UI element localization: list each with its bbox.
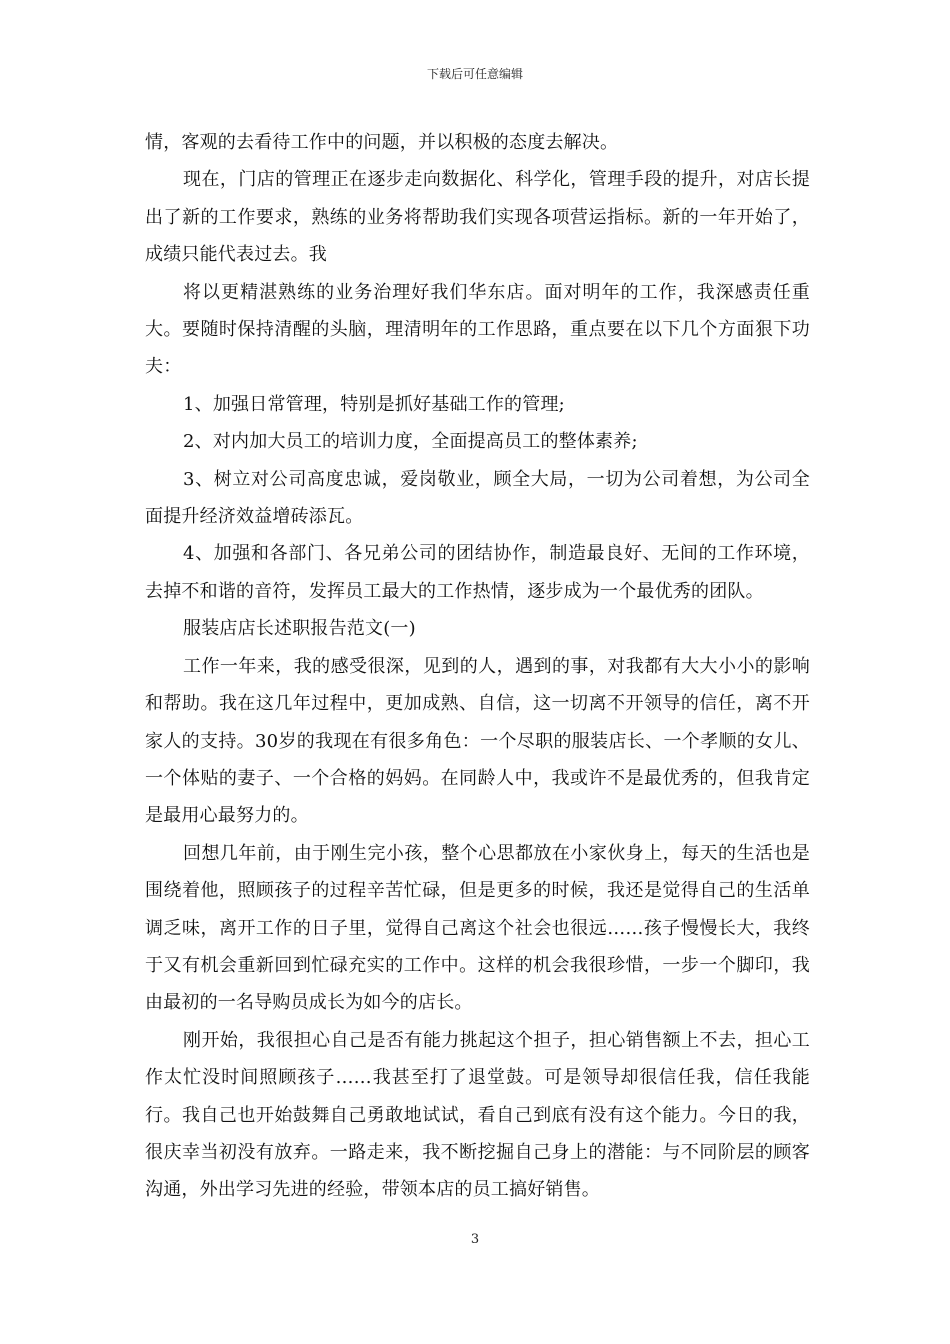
list-item: 2、对内加大员工的培训力度，全面提高员工的整体素养;	[183, 431, 638, 453]
paragraph-continuation: 情，客观的去看待工作中的问题，并以积极的态度去解决。	[145, 132, 619, 153]
document-body	[145, 124, 810, 1209]
paragraph: 刚开始，我很担心自己是否有能力挑起这个担子，担心销售额上不去，担心工作太忙没时间照顾孩子……我甚至打了退堂鼓。可是领导却很信任我，信任我能行。我自己也开始鼓舞自己勇敢地试试，看自己到底有没有这个能力。今日的我，很庆幸当初没有放弃。一路走来，我不断挖掘自己身上的潜能：与不同阶层的顾客沟通，外出学习先进的经验，带领本店的员工搞好销售。	[145, 1029, 810, 1201]
paragraph: 将以更精湛熟练的业务治理好我们华东店。面对明年的工作，我深感责任重大。要随时保持清醒的头脑，理清明年的工作思路，重点要在以下几个方面狠下功夫：	[145, 281, 810, 378]
list-item: 1、加强日常管理，特别是抓好基础工作的管理;	[183, 393, 565, 415]
paragraph: 现在，门店的管理正在逐步走向数据化、科学化，管理手段的提升，对店长提出了新的工作要求，熟练的业务将帮助我们实现各项营运指标。新的一年开始了，成绩只能代表过去。我	[145, 169, 810, 266]
list-item: 3、树立对公司高度忠诚，爱岗敬业，顾全大局，一切为公司着想，为公司全面提升经济效益增砖添瓦。	[145, 468, 810, 528]
list-item: 4、加强和各部门、各兄弟公司的团结协作，制造最良好、无间的工作环境，去掉不和谐的音符，发挥员工最大的工作热情，逐步成为一个最优秀的团队。	[145, 543, 810, 602]
section-title: 服装店店长述职报告范文(一)	[183, 618, 416, 640]
page-header: 下载后可任意编辑	[426, 67, 523, 81]
paragraph: 回想几年前，由于刚生完小孩，整个心思都放在小家伙身上，每天的生活也是围绕着他，照顾孩子的过程辛苦忙碌，但是更多的时候，我还是觉得自己的生活单调乏味，离开工作的日子里，觉得自己离这个社会也很远……孩子慢慢长大，我终于又有机会重新回到忙碌充实的工作中。这样的机会我很珍惜，一步一个脚印，我由最初的一名导购员成长为如今的店长。	[145, 842, 810, 1014]
paragraph: 工作一年来，我的感受很深，见到的人，遇到的事，对我都有大大小小的影响和帮助。我在这几年过程中，更加成熟、自信，这一切离不开领导的信任，离不开家人的支持。30岁的我现在有很多角色：一个尽职的服装店长、一个孝顺的女儿、一个体贴的妻子、一个合格的妈妈。在同龄人中，我或许不是最优秀的，但我肯定是最用心最努力的。	[145, 655, 810, 827]
page-number: 3	[470, 1232, 480, 1247]
